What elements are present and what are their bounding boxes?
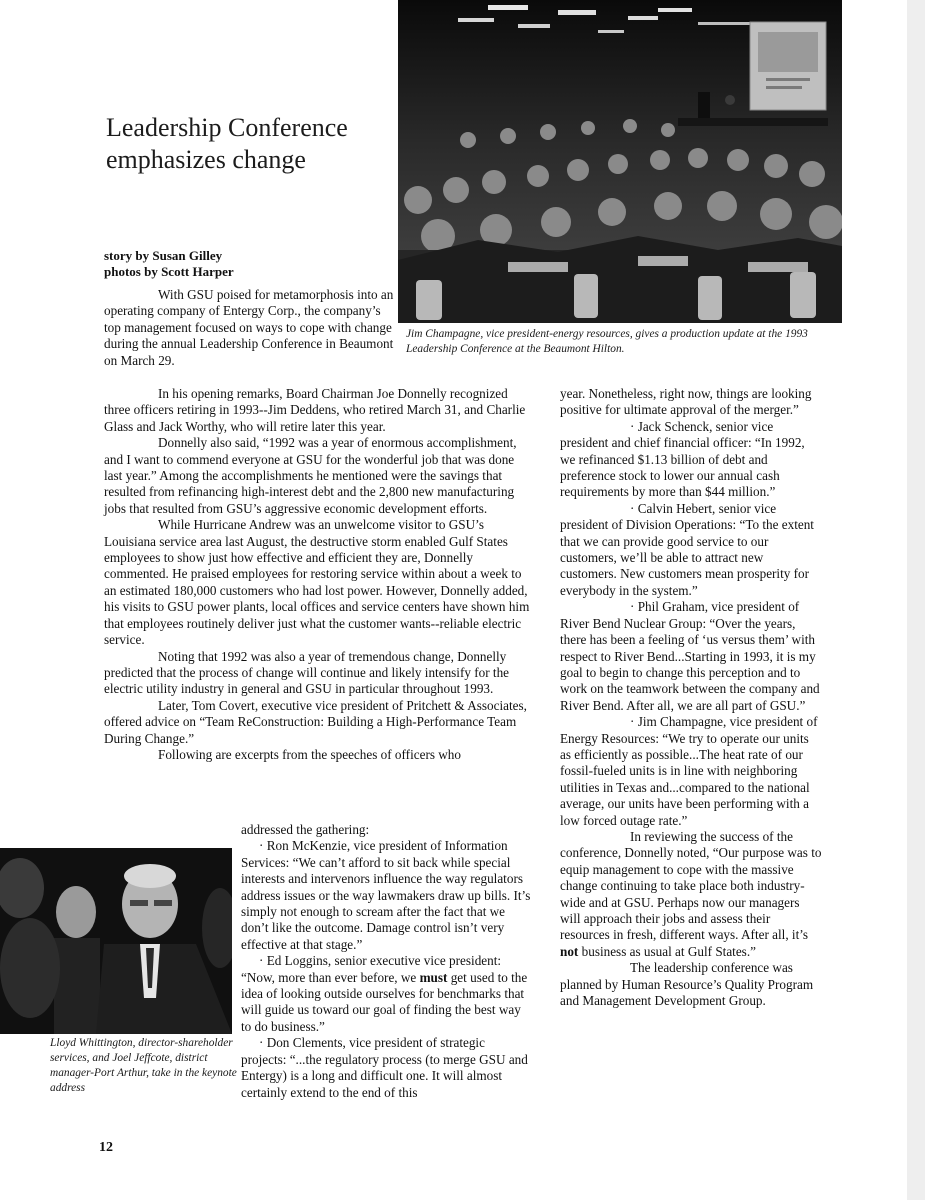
paragraph: The leadership conference was planned by Human Resource’s Quality Program and Management Development Group. [560,960,814,1009]
left-column [104,386,532,763]
paragraph: · Ron McKenzie, vice president of Information Services: “We can’t afford to sit back while special interests and intervenors influence the way regulators address issues or the way lawmakers draw up bills. It’s simply not enough to scream after the fact that we don’t like the outcome. Damage control isn’t very effective at that stage.” [241,838,531,952]
story-credit: story by Susan Gilley [104,248,223,263]
text-run: In reviewing the success of the conference, Donnelly noted, “Our purpose was to equip management to cope with the massive change continuing to take place both industry-wide and at GSU. Perhaps now our managers will approach their jobs and assess their resources in fresh, different ways. After all, it’s [560,828,822,943]
emphasis: must [419,969,448,985]
paragraph: Later, Tom Covert, executive vice president of Pritchett & Associates, offered advice on “Team ReConstruction: Building a High-Performance Team During Change.” [104,697,527,746]
paragraph: year. Nonetheless, right now, things are looking positive for ultimate approval of the merger.” [560,386,812,418]
photo-credit: photos by Scott Harper [104,264,234,279]
paragraph: · Phil Graham, vice president of River Bend Nuclear Group: “Over the years, there has been a feeling of ‘us versus them’ with respect to River Bend...Starting in 1993, it is my goal to begin to change this perception and to work on the teamwork between the company and River Bend. After all, we are all part of GSU.” [560,599,820,713]
paragraph [241,953,532,1035]
paragraph: addressed the gathering: [241,822,370,837]
right-column [560,386,822,1009]
paragraph: Noting that 1992 was also a year of tremendous change, Donnelly predicted that the process of change will continue and likely intensify for the electric utility industry in general and GSU in particular throughout 1993. [104,648,510,697]
small-photo-caption: Lloyd Whittington, director-shareholder services, and Joel Jeffcote, district manager-Port Arthur, take in the keynote address [50,1037,237,1094]
conference-photo-image [398,0,842,323]
text-run: get used to the idea of looking outside ourselves for benchmarks that will guide us toward our goal of finding the best way to do business.” [241,969,528,1034]
emphasis: not [560,943,579,959]
intro-column [104,287,396,369]
paragraph: Following are excerpts from the speeches of officers who [158,746,461,762]
paragraph [560,829,822,960]
main-photo-caption: Jim Champagne, vice president-energy resources, gives a production update at the 1993 Leadership Conference at the Beaumont Hilton. [406,328,808,355]
paragraph: · Jack Schenck, senior vice president and chief financial officer: “In 1992, we refinanced $1.13 billion of debt and preference stock to lower our annual cash requirements by more than $44 million.” [560,418,805,500]
middle-column [241,822,532,1101]
text-run: business as usual at Gulf States.” [578,943,756,959]
conference-photo [398,0,842,323]
audience-photo [0,848,232,1034]
page-edge [907,0,925,1200]
paragraph: Donnelly also said, “1992 was a year of enormous accomplishment, and I want to commend everyone at GSU for the wonderful job that was done last year.” Among the accomplishments he mentioned were the savings that resulted from refinancing high-interest debt and the 2,800 new manufacturing jobs that resulted from GSU’s aggressive economic development efforts. [104,435,517,516]
page-number: 12 [99,1140,113,1155]
article-title: Leadership Conference emphasizes change [106,113,348,174]
audience-photo-image [0,848,232,1034]
paragraph: · Calvin Hebert, senior vice president of Division Operations: “To the extent that we can provide good service to our customers, we’ll be able to attract new customers. New customers mean prosperity for everybody in the system.” [560,500,814,598]
byline [104,248,234,280]
paragraph: While Hurricane Andrew was an unwelcome visitor to GSU’s Louisiana service area last August, the destructive storm enabled Gulf States employees to show just how effective and efficient they are, Donnelly commented. He praised employees for restoring service within about a week to an estimated 180,000 customers who had lost power. However, Donnelly added, his visits to GSU power plants, local offices and service centers have shown him that employees routinely deliver just what the customer wants--reliable electric service. [104,517,530,648]
text-run: · Ed Loggins, senior executive vice president: “Now, more than ever before, we [241,953,502,985]
paragraph: In his opening remarks, Board Chairman Joe Donnelly recognized three officers retiring in 1993--Jim Deddens, who retired March 31, and Charlie Glass and Jack Worthy, who will retire later this year. [104,386,526,434]
paragraph: · Jim Champagne, vice president of Energy Resources: “We try to operate our units as efficiently as possible...The heat rate of our fossil-fueled units is in line with neighboring utilities in Texas and...compared to the national average, our units have been performing with a low forced outage rate.” [560,714,818,828]
paragraph: · Don Clements, vice president of strategic projects: “...the regulatory process (to merge GSU and Entergy) is a long and difficult one. It will almost certainly extend to the end of this [241,1035,528,1100]
paragraph: With GSU poised for metamorphosis into an operating company of Entergy Corp., the company’s top management focused on ways to cope with change during the annual Leadership Conference in Beaumont on March 29. [104,287,394,368]
